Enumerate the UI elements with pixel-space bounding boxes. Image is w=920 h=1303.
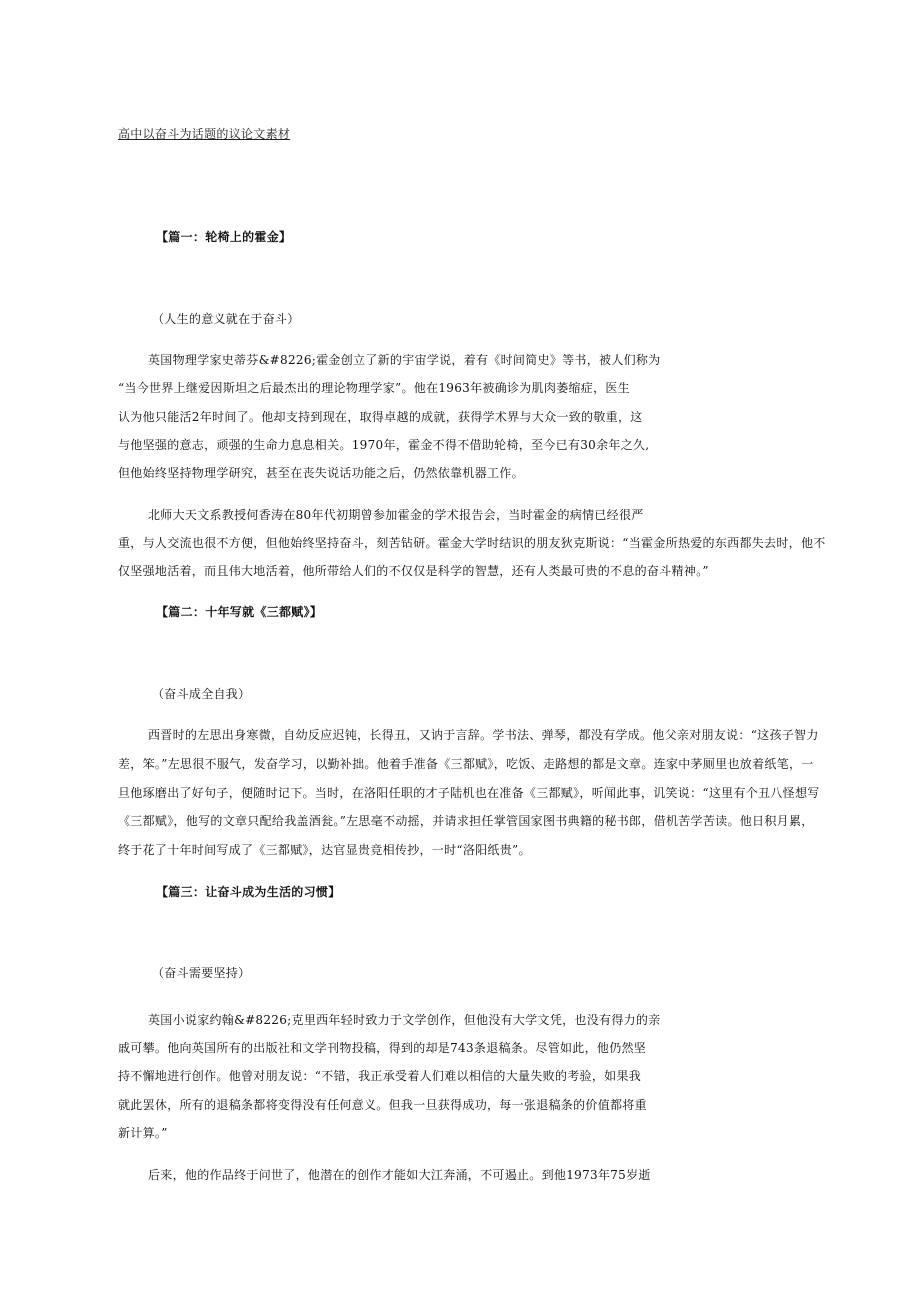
paragraph-line: 英国物理学家史蒂芬&#8226;霍金创立了新的宇宙学说，着有《时间简史》等书，被人们称为 xyxy=(148,353,661,367)
section-heading: 【篇三：让奋斗成为生活的习惯】 xyxy=(156,885,341,899)
document-title[interactable]: 高中以奋斗为话题的议论文素材 xyxy=(118,127,291,141)
paragraph-line: 新计算。” xyxy=(118,1126,168,1140)
paragraph-line: 戚可攀。他向英国所有的出版社和文学刊物投稿，得到的却是743条退稿条。尽管如此，他仍然坚 xyxy=(118,1041,647,1055)
paragraph-line: 西晋时的左思出身寒微，自幼反应迟钝，长得丑，又讷于言辞。学书法、弹琴，都没有学成。他父亲对朋友说：“这孩子智力 xyxy=(148,728,819,742)
paragraph-line: 认为他只能活2年时间了。他却支持到现在，取得卓越的成就，获得学术界与大众一致的敬重，这 xyxy=(118,410,643,424)
section-heading: 【篇二：十年写就《三都赋》】 xyxy=(156,605,323,619)
paragraph-line: 英国小说家约翰&#8226;克里西年轻时致力于文学创作，但他没有大学文凭，也没有得力的亲 xyxy=(148,1013,661,1027)
paragraph-line: 差，笨。”左思很不服气，发奋学习，以勤补拙。他着手准备《三都赋》，吃饭、走路想的都是文章。连家中茅厕里也放着纸笔，一 xyxy=(118,757,814,771)
paragraph-line: 重，与人交流也很不方便，但他始终坚持奋斗，刻苦钻研。霍金大学时结识的朋友狄克斯说：“当霍金所热爱的东西都失去时，他不 xyxy=(118,536,826,550)
section-subtitle: （人生的意义就在于奋斗） xyxy=(152,312,300,326)
paragraph-line: 后来，他的作品终于问世了，他潜在的创作才能如大江奔涌，不可遏止。到他1973年75岁逝 xyxy=(148,1168,651,1182)
paragraph-line: 就此罢休，所有的退稿条都将变得没有任何意义。但我一旦获得成功，每一张退稿条的价值都将重 xyxy=(118,1098,647,1112)
paragraph-line: 持不懈地进行创作。他曾对朋友说：“不错，我正承受着人们难以相信的大量失败的考验，如果我 xyxy=(118,1069,642,1083)
paragraph-line: “当今世界上继爱因斯坦之后最杰出的理论物理学家”。他在1963年被确诊为肌肉萎缩症，医生 xyxy=(118,381,631,395)
section-subtitle: （奋斗需要坚持） xyxy=(152,966,251,980)
paragraph-line: 《三都赋》，他写的文章只配给我盖酒瓮。”左思毫不动摇，并请求担任掌管国家图书典籍的秘书郎，借机苦学苦读。他日积月累， xyxy=(118,814,814,828)
paragraph-line: 北师大天文系教授何香涛在80年代初期曾参加霍金的学术报告会，当时霍金的病情已经很严 xyxy=(148,508,644,522)
paragraph-line: 仅坚强地活着，而且伟大地活着，他所带给人们的不仅仅是科学的智慧，还有人类最可贵的不息的奋斗精神。” xyxy=(118,564,709,578)
section-subtitle: （奋斗成全自我） xyxy=(152,687,251,701)
paragraph-line: 但他始终坚持物理学研究，甚至在丧失说话功能之后，仍然依靠机器工作。 xyxy=(118,466,524,480)
section-heading: 【篇一：轮椅上的霍金】 xyxy=(156,230,292,244)
paragraph-line: 与他坚强的意志，顽强的生命力息息相关。1970年，霍金不得不借助轮椅，至今已有30余年之久, xyxy=(118,438,650,452)
paragraph-line: 旦他琢磨出了好句子，便随时记下。当时，在洛阳任职的才子陆机也在准备《三都赋》，听闻此事，讥笑说：“这里有个丑八怪想写 xyxy=(118,786,820,800)
paragraph-line: 终于花了十年时间写成了《三都赋》，达官显贵竞相传抄，一时“洛阳纸贵”。 xyxy=(118,843,531,857)
